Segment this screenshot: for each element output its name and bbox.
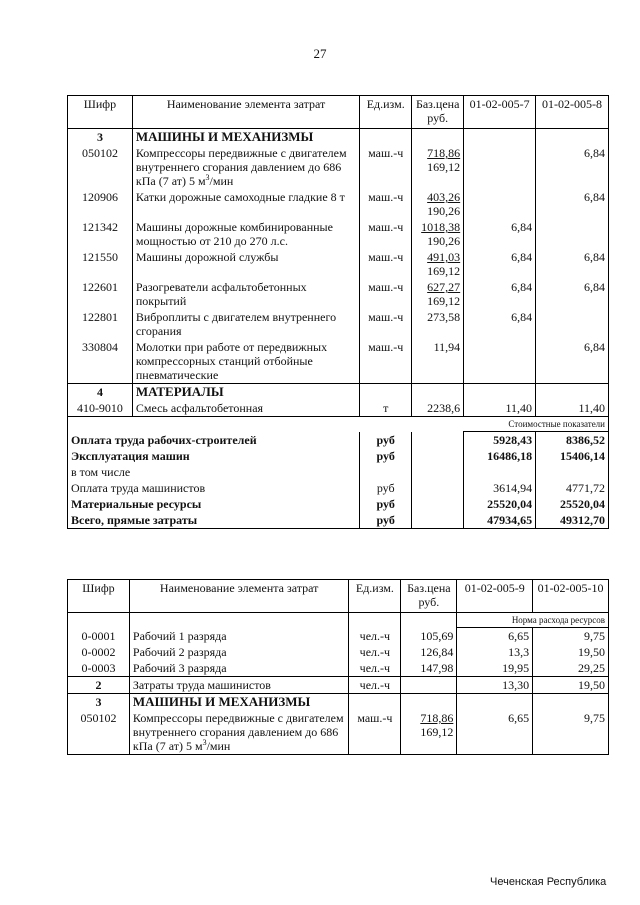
table-header [68,580,609,613]
table-row: 0-0001 Рабочий 1 разряда чел.-ч 105,69 6,65 9,75 [68,628,609,645]
norm-header-row: Норма расхода ресурсов [68,613,609,628]
page-number: 27 [313,46,327,61]
header-unit: Ед.изм. [360,96,412,129]
total-row: Оплата труда рабочих-строителей руб 5928,43 8386,52 [68,432,609,449]
section-row: 3 МАШИНЫ И МЕХАНИЗМЫ [68,129,609,146]
header-col-8: 01-02-005-8 [536,96,609,129]
header-col-10: 01-02-005-10 [533,580,609,613]
resource-table-1 [67,95,609,529]
total-row: Оплата труда машинистов руб 3614,94 4771,72 [68,480,609,496]
header-name: Наименование элемента затрат [129,580,348,613]
table-row: 0-0002 Рабочий 2 разряда чел.-ч 126,84 13,3 19,50 [68,644,609,660]
header-price: Баз.цена руб. [401,580,457,613]
footer-region: Чеченская Республика [490,876,607,888]
header-name: Наименование элемента затрат [132,96,359,129]
cost-header-row: Стоимостные показатели [68,417,609,432]
table-row: 121342 Машины дорожные комбинированные мощностью от 210 до 270 л.с. маш.-ч 1018,38 190,26 6,84 [68,219,609,249]
header-col-7: 01-02-005-7 [464,96,536,129]
total-row: Эксплуатация машин руб 16486,18 15406,14 [68,448,609,464]
table-row: 121550 Машины дорожной службы маш.-ч 491,03 169,12 6,84 6,84 [68,249,609,279]
table-row: 0-0003 Рабочий 3 разряда чел.-ч 147,98 19,95 29,25 [68,660,609,677]
total-row: в том числе [68,464,609,480]
table-row: 122601 Разогреватели асфальтобетонных покрытий маш.-ч 627,27 169,12 6,84 6,84 [68,279,609,309]
section-row: 3 МАШИНЫ И МЕХАНИЗМЫ [68,694,609,711]
total-row: Материальные ресурсы руб 25520,04 25520,04 [68,496,609,512]
table-row: 050102 Компрессоры передвижные с двигателем внутреннего сгорания давлением до 686 кПа (7 ат) 5 $м^3$/мин маш.-ч 718,86 169,12 6,65 9,75 [68,710,609,755]
header-price: Баз.цена руб. [412,96,464,129]
table-row: 330804 Молотки при работе от передвижных компрессорных станций отбойные пневматические маш.-ч 11,94 6,84 [68,339,609,384]
resource-table-2 [67,579,609,755]
section-row: 4 МАТЕРИАЛЫ [68,384,609,401]
header-unit: Ед.изм. [349,580,401,613]
table-row: 050102 Компрессоры передвижные с двигателем внутреннего сгорания давлением до 686 кПа (7 ат) 5 $м^3$/мин маш.-ч 718,86 169,12 6,84 [68,145,609,189]
table-row: 122801 Виброплиты с двигателем внутреннего сгорания маш.-ч 273,58 6,84 [68,309,609,339]
table-header [68,96,609,129]
header-code: Шифр [68,96,133,129]
total-row: Всего, прямые затраты руб 47934,65 49312,70 [68,512,609,529]
header-col-9: 01-02-005-9 [457,580,533,613]
table-row: 410-9010 Смесь асфальтобетонная т 2238,6 11,40 11,40 [68,400,609,417]
table-row: 120906 Катки дорожные самоходные гладкие 8 т маш.-ч 403,26 190,26 6,84 [68,189,609,219]
section-row: 2 Затраты труда машинистов чел.-ч 13,30 19,50 [68,677,609,694]
header-code: Шифр [68,580,130,613]
